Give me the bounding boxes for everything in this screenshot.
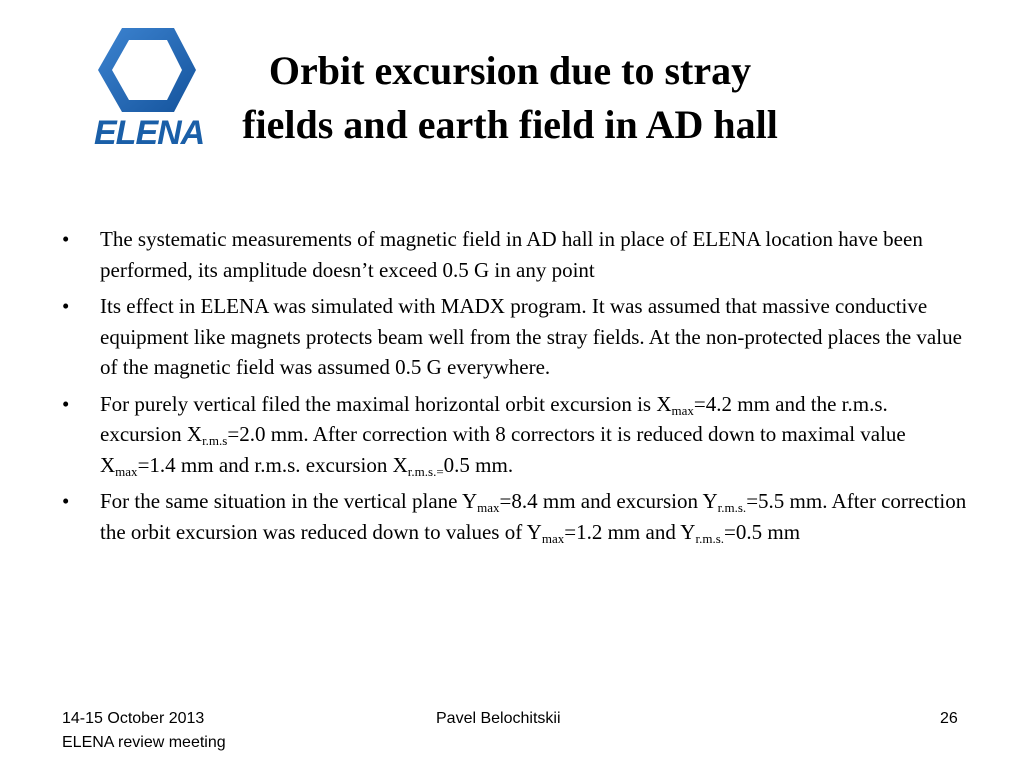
bullet-item-2 [62,291,972,383]
page-number: 26 [940,710,958,727]
title-line-2: fields and earth field in AD hall [242,102,778,147]
subscript: r.m.s.= [407,463,444,479]
bullet-marker: • [62,227,70,251]
hexagon-ring-icon [92,24,200,116]
bullet-text: The systematic measurements of magnetic field in AD hall in place of ELENA location have been performed, its amplitude doesn’t exceed 0.5 G in any point [100,227,923,282]
bullet-text-part: =8.4 mm and excursion Y [499,489,718,513]
subscript: max [115,463,138,479]
bullet-text: Its effect in ELENA was simulated with MADX program. It was assumed that massive conductive equipment like magnets protects beam well from the stray fields. At the non-protected places the value of the magnetic field was assumed 0.5 G everywhere. [100,294,962,379]
subscript: r.m.s. [695,530,725,546]
footer-date-event [62,707,226,755]
subscript: max [541,530,565,546]
logo-text: ELENA [94,114,205,152]
footer-date: 14-15 October 2013 [62,710,205,727]
subscript: r.m.s. [717,500,747,515]
bullet-marker: • [62,391,70,416]
footer-event: ELENA review meeting [62,734,226,751]
title-line-1: Orbit excursion due to stray [268,48,752,93]
elena-logo [88,24,204,152]
bullet-text-part: For the same situation in the vertical plane Y [100,489,478,513]
bullet-text-part: 0.5 mm. [443,452,514,477]
subscript: max [477,500,500,515]
bullet-item-4 [62,486,972,547]
bullet-marker: • [62,489,70,513]
bullet-text-part: =5.5 mm. After correction the orbit excursion was reduced down to values of Y [100,489,967,544]
bullet-text-part: =0.5 mm [724,519,801,544]
subscript: r.m.s [202,433,228,448]
bullet-marker: • [62,294,70,318]
subscript: max [671,402,694,418]
footer-author: Pavel Belochitskii [436,710,561,727]
bullet-text-part: =1.4 mm and r.m.s. excursion X [137,452,408,477]
bullet-list [62,224,972,553]
bullet-text-part: For purely vertical filed the maximal horizontal orbit excursion is X [100,391,672,416]
bullet-text-part: =4.2 mm and the r.m.s. excursion X [100,391,888,446]
slide-title [190,44,830,152]
bullet-item-1 [62,224,972,285]
bullet-text-part: =2.0 mm. After correction with 8 correctors it is reduced down to maximal value X [100,422,906,477]
bullet-item-3 [62,389,972,481]
bullet-text-part: =1.2 mm and Y [564,519,696,544]
